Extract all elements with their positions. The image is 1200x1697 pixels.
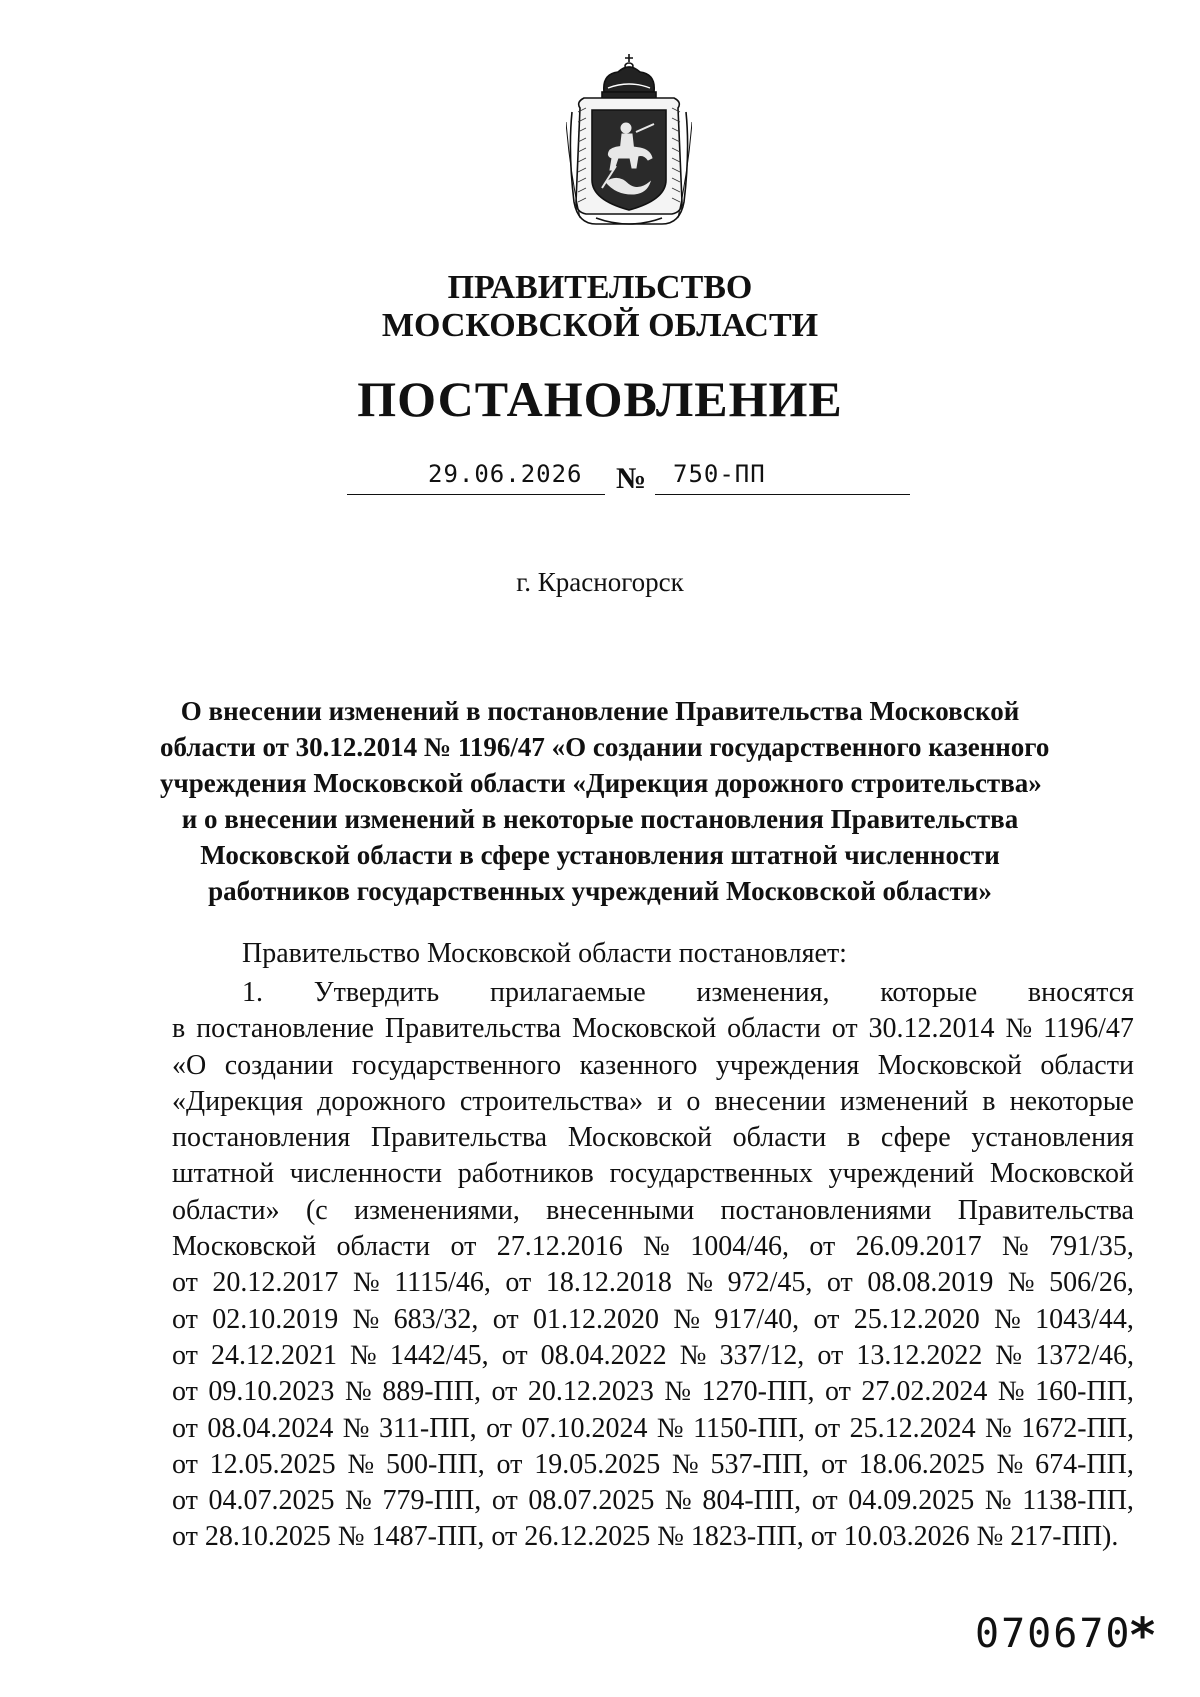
document-type-title: ПОСТАНОВЛЕНИЕ [357, 371, 843, 427]
body-line: от 04.07.2025 № 779-ПП, от 08.07.2025 № 804-ПП, от 04.09.2025 № 1138-ПП, [172, 1485, 1134, 1517]
coat-of-arms-icon [566, 52, 692, 230]
subject-line: учреждения Московской области «Дирекция дорожного строительства» [160, 768, 1042, 798]
body-line: от 09.10.2023 № 889-ПП, от 20.12.2023 № 1270-ПП, от 27.02.2024 № 160-ПП, [172, 1376, 1134, 1408]
body-line: от 02.10.2019 № 683/32, от 01.12.2020 № 917/40, от 25.12.2020 № 1043/44, [172, 1303, 1134, 1335]
subject-line: О внесении изменений в постановление Правительства Московской [180, 696, 1020, 726]
subject-line: Московской области в сфере установления штатной численности [200, 840, 1000, 870]
body-line: в постановление Правительства Московской области от 30.12.2014 № 1196/47 [172, 1013, 1134, 1045]
body-line: от 12.05.2025 № 500-ПП, от 19.05.2025 № 537-ПП, от 18.06.2025 № 674-ПП, [172, 1448, 1134, 1480]
body-text [172, 975, 1134, 1556]
body-line: от 24.12.2021 № 1442/45, от 08.04.2022 № 337/12, от 13.12.2022 № 1372/46, [172, 1339, 1134, 1371]
decree-intro: Правительство Московской области постановляет: [242, 938, 847, 969]
document-subject [160, 693, 1050, 909]
body-line: от 28.10.2025 № 1487-ПП, от 26.12.2025 № 1823-ПП, от 10.03.2026 № 217-ПП). [172, 1521, 1119, 1553]
number-sign: № [616, 462, 647, 495]
body-line: области» (с изменениями, внесенными постановлениями Правительства [172, 1194, 1134, 1226]
body-line: штатной численности работников государственных учреждений Московской [172, 1158, 1134, 1190]
footer-star-mark: * [1130, 1608, 1156, 1664]
document-number: 750-ПП [673, 460, 766, 488]
subject-line: работников государственных учреждений Московской области» [208, 876, 992, 906]
government-name-line1: ПРАВИТЕЛЬСТВО [447, 269, 753, 306]
subject-line: и о внесении изменений в некоторые постановления Правительства [181, 804, 1019, 834]
government-name-line2: МОСКОВСКОЙ ОБЛАСТИ [381, 307, 819, 344]
subject-line: области от 30.12.2014 № 1196/47 «О создании государственного казенного [160, 732, 1050, 762]
document-barcode-number: 070670 [975, 1611, 1132, 1657]
document-date: 29.06.2026 [428, 460, 583, 488]
body-line: постановления Правительства Московской области в сфере установления [172, 1122, 1134, 1154]
body-line: от 08.04.2024 № 311-ПП, от 07.10.2024 № 1150-ПП, от 25.12.2024 № 1672-ПП, [172, 1412, 1134, 1444]
body-line: «Дирекция дорожного строительства» и о внесении изменений в некоторые [172, 1085, 1134, 1117]
body-line: 1. Утвердить прилагаемые изменения, которые вносятся [242, 977, 1134, 1008]
city-name: г. Красногорск [516, 567, 684, 597]
body-line: Московской области от 27.12.2016 № 1004/46, от 26.09.2017 № 791/35, [172, 1231, 1134, 1263]
body-line: «О создании государственного казенного учреждения Московской области [172, 1049, 1134, 1081]
body-line: от 20.12.2017 № 1115/46, от 18.12.2018 № 972/45, от 08.08.2019 № 506/26, [172, 1267, 1134, 1299]
